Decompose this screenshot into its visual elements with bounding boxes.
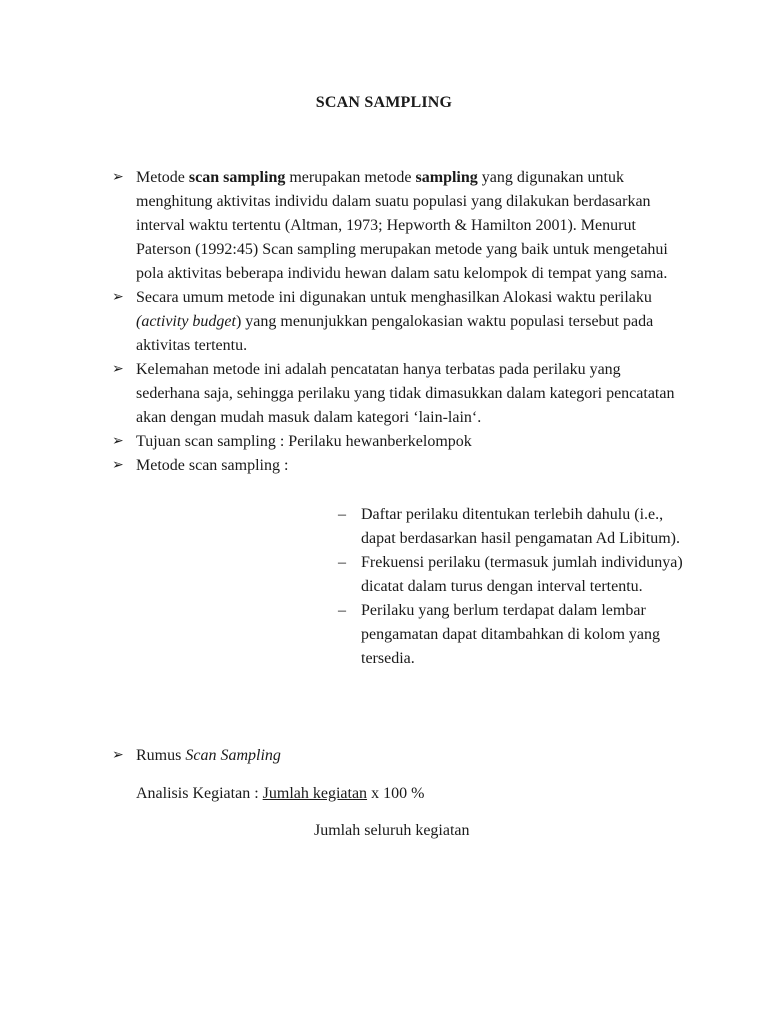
sublist-item: – Perilaku yang berlum terdapat dalam lembar pengamatan dapat ditambahkan di kolom yang tersedia. [0, 599, 691, 671]
dash-bullet-icon: – [338, 602, 346, 619]
rumus-heading: ➢ Rumus Scan Sampling [0, 744, 768, 768]
bullet-item: ➢ Metode scan sampling merupakan metode sampling yang digunakan untuk menghitung aktivitas individu dalam suatu populasi yang dilakukan berdasarkan interval waktu tertentu (Altman, 1973; Hepworth & Hamilton 2001). Menurut Paterson (1992:45) Scan sampling merupakan metode yang baik untuk mengetahui pola aktivitas beberapa individu hewan dalam satu kelompok di tempat yang sama. [0, 166, 676, 286]
arrow-bullet-icon: ➢ [112, 170, 124, 185]
formula-numerator-line: Analisis Kegiatan : Jumlah kegiatan x 100 % [136, 785, 425, 802]
formula-numerator: Jumlah kegiatan [262, 785, 368, 802]
bullet-item: ➢ Secara umum metode ini digunakan untuk menghasilkan Alokasi waktu perilaku (activity budget) yang menunjukkan pengalokasian waktu populasi tersebut pada aktivitas tertentu. [0, 286, 676, 358]
bullet-item: ➢ Kelemahan metode ini adalah pencatatan hanya terbatas pada perilaku yang sederhana saja, sehingga perilaku yang tidak dimasukkan dalam kategori pencatatan akan dengan mudah masuk dalam kategori ‘lain-lain‘. [0, 358, 676, 430]
arrow-bullet-icon: ➢ [112, 290, 124, 305]
document-title: SCAN SAMPLING [315, 94, 453, 111]
sublist-item: – Daftar perilaku ditentukan terlebih dahulu (i.e., dapat berdasarkan hasil pengamatan Ad Libitum). [0, 503, 691, 551]
bullet-item: ➢ Metode scan sampling : [0, 454, 676, 478]
bullet-list [0, 166, 768, 478]
formula-denominator: Jumlah seluruh kegiatan [314, 822, 470, 839]
dash-bullet-icon: – [338, 554, 346, 571]
arrow-bullet-icon: ➢ [112, 434, 124, 449]
sublist-item: – Frekuensi perilaku (termasuk jumlah individunya) dicatat dalam turus dengan interval tertentu. [0, 551, 691, 599]
arrow-bullet-icon: ➢ [112, 748, 124, 763]
arrow-bullet-icon: ➢ [112, 458, 124, 473]
method-sublist [0, 503, 768, 671]
arrow-bullet-icon: ➢ [112, 362, 124, 377]
dash-bullet-icon: – [338, 506, 346, 523]
bullet-item: ➢ Tujuan scan sampling : Perilaku hewanberkelompok [0, 430, 676, 454]
